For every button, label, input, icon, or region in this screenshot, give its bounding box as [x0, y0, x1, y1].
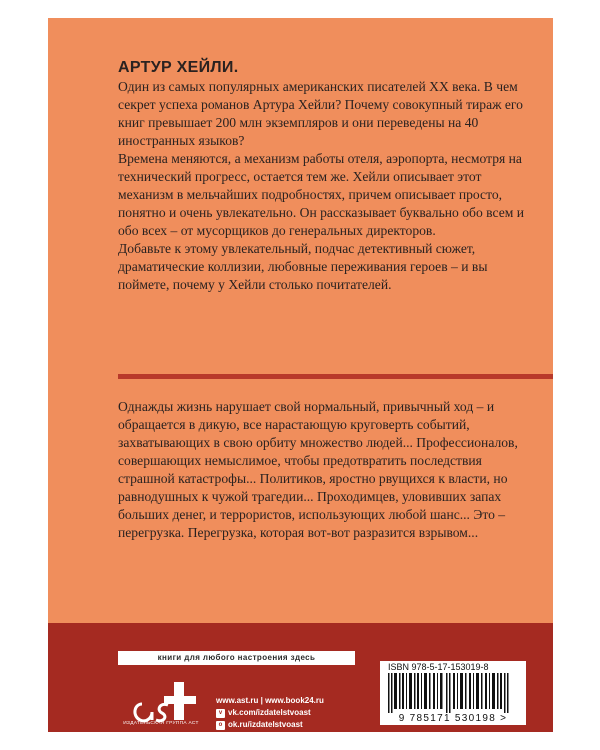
- ok-link-text: ok.ru/izdatelstvoast: [228, 720, 303, 729]
- barcode-bars-icon: [384, 673, 522, 713]
- ast-logo-icon: [124, 674, 202, 728]
- publisher-caption: ИЗДАТЕЛЬСКАЯ ГРУППА АСТ: [123, 721, 199, 726]
- tagline: книги для любого настроения здесь: [118, 651, 355, 665]
- barcode: [380, 661, 526, 725]
- blurb-paragraph: Добавьте к этому увлекательный, подчас детективный сюжет, драматические коллизии, любовные переживания героев – и вы поймете, почему у Хейли столько почитателей.: [118, 241, 488, 292]
- plot-blurb: Однажды жизнь нарушает свой нормальный, привычный ход – и обращается в дикую, все нарастающую круговерть событий, захватывающих в свою орбиту множество людей... Профессионалов, совершающих немыслимое, чтобы предотвратить последствия страшной катастрофы... Политиков, яростно рвущихся к власти, но равнодушных к чужой трагедии... Проходимцев, уловивших запах больших денег, и террористов, использующих любой шанс... Это – перегрузка. Перегрузка, которая вот-вот разразится взрывом...: [118, 399, 518, 540]
- barcode-digits: 9 785171 530198 >: [398, 713, 508, 724]
- blurb-paragraph: Времена меняются, а механизм работы отеля, аэропорта, несмотря на технический прогресс, остается тем же. Хейли описывает этот механизм в мельчайших подробностях, причем описывает просто, понятно и очень увлекательно. Он рассказывает буквально обо всем и обо всех – от мусорщиков до генеральных директоров.: [118, 151, 524, 238]
- author-heading: АРТУР ХЕЙЛИ.: [118, 59, 239, 76]
- blurb-paragraph: Один из самых популярных американских писателей XX века. В чем секрет успеха романов Артура Хейли? Почему совокупный тираж его книг превышает 200 млн экземпляров и они переведены на 40 иностранных языков?: [118, 79, 523, 148]
- publisher-links: [216, 695, 324, 731]
- ok-icon: o: [216, 721, 225, 730]
- back-cover: [48, 18, 553, 732]
- section-divider: [118, 374, 553, 379]
- ok-link[interactable]: [216, 719, 324, 731]
- vk-icon: v: [216, 709, 225, 718]
- isbn-number: ISBN 978-5-17-153019-8: [388, 662, 489, 672]
- author-blurb: [118, 58, 538, 294]
- vk-link[interactable]: [216, 707, 324, 719]
- vk-link-text: vk.com/izdatelstvoast: [228, 708, 311, 717]
- publisher-band: [48, 623, 553, 732]
- website-links[interactable]: www.ast.ru | www.book24.ru: [216, 696, 324, 705]
